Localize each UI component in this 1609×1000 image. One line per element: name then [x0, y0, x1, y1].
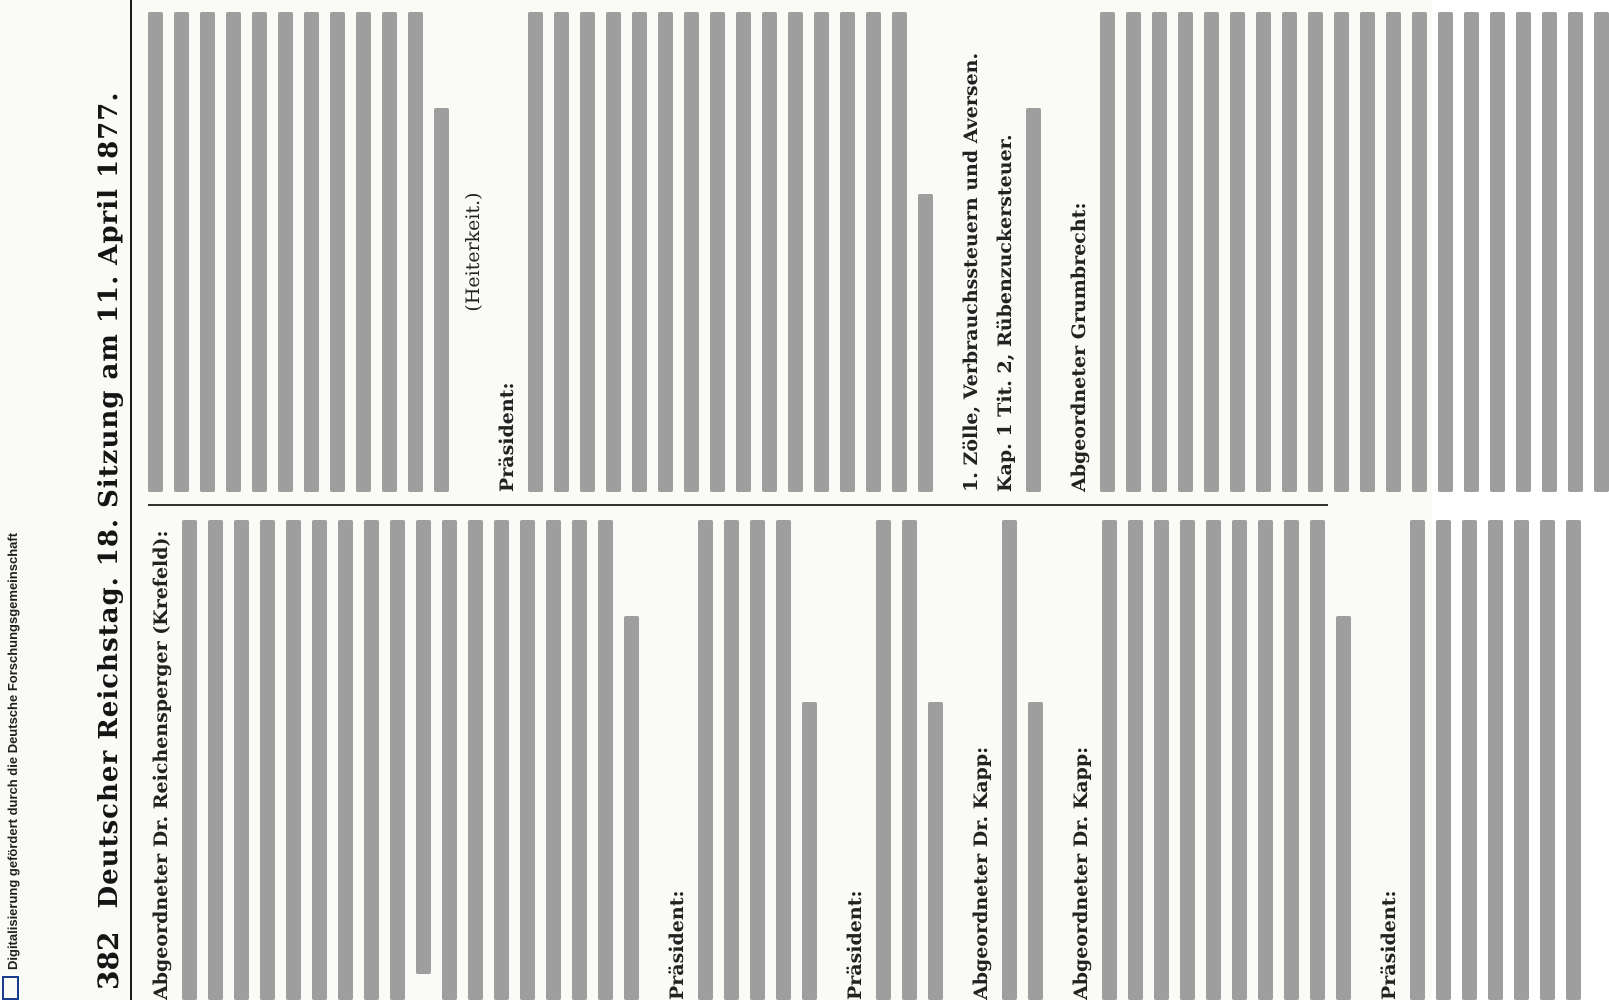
text-line [1256, 12, 1271, 492]
text-line [866, 12, 881, 492]
text-line [1566, 520, 1581, 1000]
digitization-stamp [2, 0, 24, 1000]
text-line [1568, 12, 1583, 492]
speaker-heading: Abgeordneter Dr. Reichensperger (Krefeld): [150, 530, 172, 1000]
text-line [1002, 520, 1017, 1000]
column-divider [148, 504, 1328, 506]
text-line [892, 12, 907, 492]
text-line [1488, 520, 1503, 1000]
text-line [1230, 12, 1245, 492]
text-line [338, 520, 353, 1000]
text-line [226, 12, 241, 492]
speaker-heading: Abgeordneter Grumbrecht: [1068, 202, 1090, 492]
text-line [1436, 520, 1451, 1000]
text-line [1154, 520, 1169, 1000]
text-line [468, 520, 483, 1000]
text-line [1206, 520, 1221, 1000]
speaker-heading: Präsident: [1378, 890, 1400, 1000]
text-line [776, 520, 791, 1000]
text-line [1180, 520, 1195, 1000]
text-line [1100, 12, 1115, 492]
text-line [928, 702, 943, 1000]
text-line [234, 520, 249, 1000]
text-line [1232, 520, 1247, 1000]
text-line [200, 12, 215, 492]
text-line [1308, 12, 1323, 492]
right-column [148, 12, 1328, 492]
text-line [1464, 12, 1479, 492]
text-line [1410, 520, 1425, 1000]
text-line [546, 520, 561, 1000]
text-line [902, 520, 917, 1000]
text-line [606, 12, 621, 492]
text-line [1336, 616, 1351, 1000]
text-line [356, 12, 371, 492]
dfg-logo-icon [2, 976, 19, 1000]
text-line [1514, 520, 1529, 1000]
text-line [1438, 12, 1453, 492]
text-line [1028, 702, 1043, 1000]
text-line [1594, 12, 1609, 492]
text-line [658, 12, 673, 492]
text-line [1462, 520, 1477, 1000]
speaker-heading: Abgeordneter Dr. Kapp: [1070, 746, 1092, 1000]
speaker-heading: Präsident: [666, 890, 688, 1000]
text-line [1126, 12, 1141, 492]
text-line [1284, 520, 1299, 1000]
text-line [1102, 520, 1117, 1000]
text-line [278, 12, 293, 492]
text-line [1026, 108, 1041, 492]
text-line [724, 520, 739, 1000]
left-column [148, 520, 1400, 1000]
text-line [1516, 12, 1531, 492]
text-line [390, 520, 405, 1000]
text-line [312, 520, 327, 1000]
text-line [286, 520, 301, 1000]
text-line [1334, 12, 1349, 492]
text-line [802, 702, 817, 1000]
text-line [1204, 12, 1219, 492]
text-line [1310, 520, 1325, 1000]
text-line [434, 108, 449, 492]
text-line [382, 12, 397, 492]
text-line [304, 12, 319, 492]
text-line [632, 12, 647, 492]
text-line [1386, 12, 1401, 492]
text-line [624, 616, 639, 1000]
text-line [208, 520, 223, 1000]
subsection-heading: Kap. 1 Tit. 2, Rübenzuckersteuer. [994, 134, 1016, 492]
text-line [330, 12, 345, 492]
text-line [1540, 520, 1555, 1000]
running-head: Deutscher Reichstag. 18. Sitzung am 11. April 1877. [94, 91, 124, 909]
text-line [1542, 12, 1557, 492]
text-line [1360, 12, 1375, 492]
text-line [698, 520, 713, 1000]
text-line [1178, 12, 1193, 492]
text-line [750, 520, 765, 1000]
text-line [762, 12, 777, 492]
text-line [1128, 520, 1143, 1000]
page-content [90, 0, 1400, 1000]
text-line [814, 12, 829, 492]
text-line [684, 12, 699, 492]
interjection: (Heiterkeit.) [462, 192, 484, 312]
text-line [1152, 12, 1167, 492]
text-line [408, 12, 423, 492]
text-line [260, 520, 275, 1000]
text-line [1258, 520, 1273, 1000]
speaker-heading: Präsident: [496, 382, 518, 492]
text-line [788, 12, 803, 492]
page-header [90, 0, 132, 1000]
text-line [416, 520, 431, 974]
text-line [736, 12, 751, 492]
digitization-note: Digitalisierung gefördert durch die Deutsche Forschungsgemeinschaft [5, 532, 20, 970]
text-line [554, 12, 569, 492]
text-line [572, 520, 587, 1000]
page-number: 382 [92, 931, 125, 990]
text-line [182, 520, 197, 1000]
text-line [520, 520, 535, 1000]
text-line [252, 12, 267, 492]
text-line [174, 12, 189, 492]
text-line [494, 520, 509, 1000]
text-line [1490, 12, 1505, 492]
text-line [1412, 12, 1427, 492]
text-line [364, 520, 379, 1000]
section-heading: 1. Zölle, Verbrauchssteuern und Aversen. [960, 52, 982, 492]
speaker-heading: Präsident: [844, 890, 866, 1000]
text-line [876, 520, 891, 1000]
text-line [840, 12, 855, 492]
text-line [918, 194, 933, 492]
text-line [148, 12, 163, 492]
text-line [710, 12, 725, 492]
text-line [1282, 12, 1297, 492]
text-line [528, 12, 543, 492]
text-line [580, 12, 595, 492]
text-line [442, 520, 457, 1000]
speaker-heading: Abgeordneter Dr. Kapp: [970, 746, 992, 1000]
text-line [598, 520, 613, 1000]
